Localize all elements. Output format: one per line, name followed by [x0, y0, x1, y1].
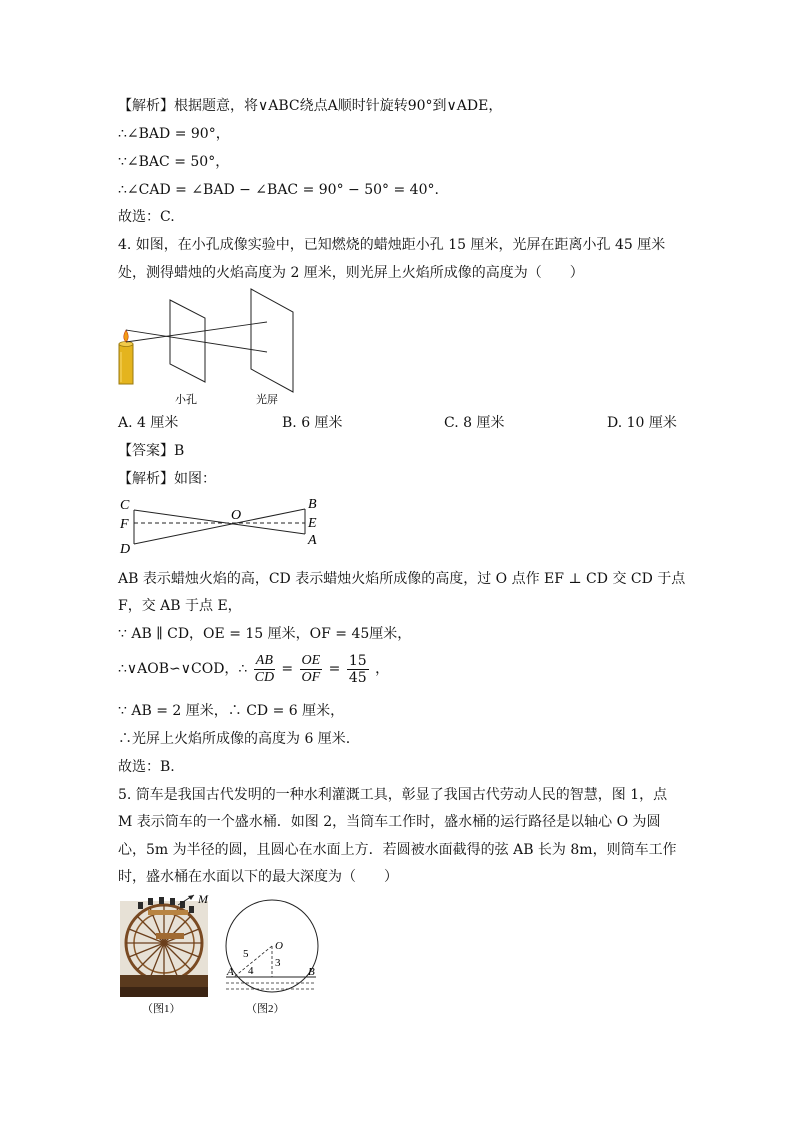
label-m: M	[198, 893, 208, 906]
label-pinhole: 小孔	[175, 394, 197, 406]
proportion-end: ，	[375, 661, 390, 677]
q4-option-c: C. 8 厘米	[444, 415, 505, 431]
fraction-numerator: OE	[301, 652, 321, 668]
q4-option-b: B. 6 厘米	[282, 415, 343, 431]
q4-analysis-line3: ∵ AB ∥ CD，OE = 15 厘米，OF = 45厘米，	[118, 626, 412, 642]
q4-analysis-line2: F，交 AB 于点 E，	[118, 598, 242, 614]
q3-analysis-line1: 【解析】根据题意，将∨ABC绕点A顺时针旋转90°到∨ADE，	[118, 98, 503, 114]
label-distance-3: 3	[275, 957, 281, 969]
point-c: C	[120, 498, 130, 513]
water-wheel-photo	[118, 893, 216, 1017]
pinhole-board	[170, 300, 205, 382]
label-radius-5: 5	[243, 948, 249, 960]
q4-analysis-proportion	[118, 652, 389, 686]
q3-answer-choice: 故选：C.	[118, 209, 175, 225]
point-a: A	[308, 533, 317, 548]
fraction-denominator: OF	[301, 669, 321, 685]
fraction-ab-cd	[254, 653, 275, 686]
equals-sign: =	[328, 661, 341, 677]
q3-analysis-line4: ∴∠CAD = ∠BAD − ∠BAC = 90° − 50° = 40°.	[118, 182, 439, 198]
q5-stem-line4: 时，盛水桶在水面以下的最大深度为（ ）	[118, 869, 398, 885]
q4-option-a: A. 4 厘米	[118, 415, 179, 431]
q4-analysis-line6: ∴光屏上火焰所成像的高度为 6 厘米.	[118, 731, 351, 747]
q4-analysis-line5: ∵ AB = 2 厘米，∴ CD = 6 厘米，	[118, 703, 345, 719]
q5-stem-line2: M 表示筒车的一个盛水桶．如图 2，当筒车工作时，盛水桶的运行路径是以轴心 O 为圆	[118, 814, 661, 830]
proportion-prefix: ∴∨AOB∽∨COD，∴	[118, 661, 248, 677]
label-half-chord-4: 4	[248, 965, 254, 977]
fraction-numerator: AB	[255, 652, 273, 668]
light-screen	[251, 289, 293, 392]
point-b-fig2: B	[308, 966, 315, 978]
label-screen: 光屏	[256, 394, 278, 406]
point-e: E	[308, 516, 317, 531]
q3-analysis-line3: ∵∠BAC = 50°，	[118, 154, 230, 170]
q3-analysis-line2: ∴∠BAD = 90°，	[118, 126, 230, 142]
q4-answer: 【答案】B	[118, 443, 185, 459]
fraction-denominator: 45	[348, 669, 367, 686]
point-b: B	[308, 497, 317, 512]
figure1-caption: （图1）	[142, 1003, 181, 1015]
center-o: O	[275, 940, 283, 952]
q4-stem-line1: 4. 如图，在小孔成像实验中，已知燃烧的蜡烛距小孔 15 厘米，光屏在距离小孔 45 厘米	[118, 237, 666, 253]
figure2-caption: （图2）	[246, 1003, 285, 1015]
point-d: D	[120, 542, 131, 557]
fraction-15-45	[347, 653, 369, 686]
similar-triangles-diagram	[115, 492, 325, 558]
q5-stem-line1: 5. 筒车是我国古代发明的一种水利灌溉工具，彰显了我国古代劳动人民的智慧，图 1，点	[118, 787, 668, 803]
circle-chord-diagram	[220, 893, 320, 1017]
q4-stem-line2: 处，测得蜡烛的火焰高度为 2 厘米，则光屏上火焰所成像的高度为（ ）	[118, 265, 584, 281]
fraction-numerator: 15	[348, 652, 367, 669]
point-o: O	[231, 508, 242, 523]
pinhole-experiment-figure	[115, 286, 315, 410]
q4-option-d: D. 10 厘米	[607, 415, 677, 431]
q4-analysis-line1: AB 表示蜡烛火焰的高，CD 表示蜡烛火焰所成像的高度，过 O 点作 EF ⊥ CD 交 CD 于点	[118, 571, 686, 587]
fraction-oe-of	[300, 653, 323, 686]
q4-answer-choice: 故选：B.	[118, 759, 175, 775]
candle-flame	[124, 330, 129, 342]
point-a-fig2: A	[227, 966, 234, 978]
fraction-denominator: CD	[254, 669, 275, 685]
q4-analysis-head: 【解析】如图：	[118, 471, 216, 487]
q5-stem-line3: 心，5m 为半径的圆，且圆心在水面上方．若圆被水面截得的弦 AB 长为 8m，则筒车工作	[118, 842, 677, 858]
equals-sign: =	[281, 661, 294, 677]
point-f: F	[120, 517, 129, 532]
